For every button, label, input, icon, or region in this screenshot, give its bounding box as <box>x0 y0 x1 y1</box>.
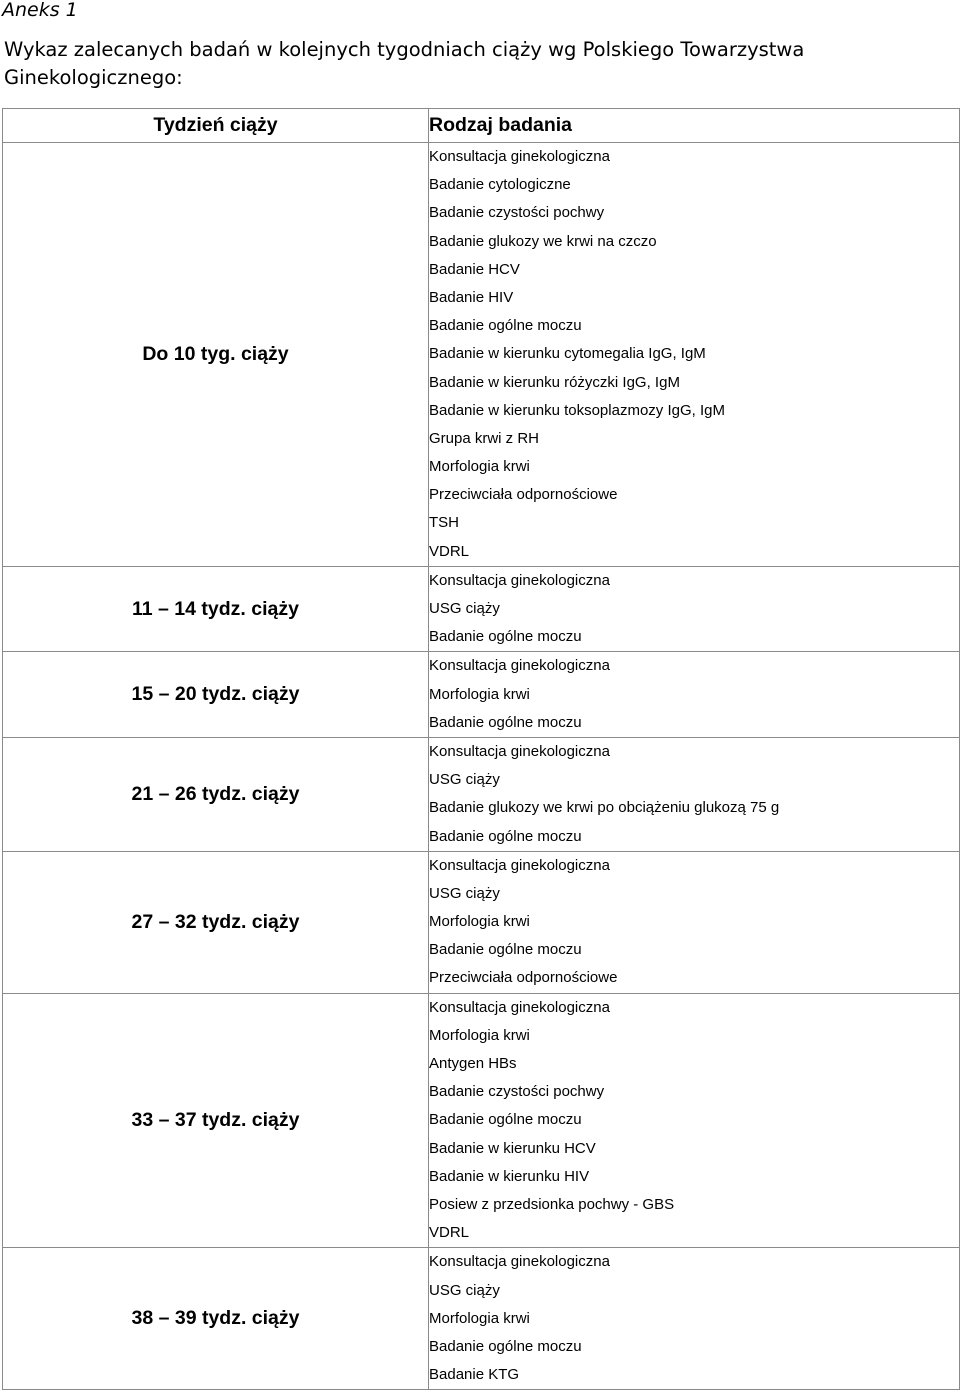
pregnancy-week-cell: 38 – 39 tydz. ciąży <box>3 1248 429 1390</box>
exam-item: Grupa krwi z RH <box>429 429 540 447</box>
exam-item: Konsultacja ginekologiczna <box>429 148 610 165</box>
exam-item: TSH <box>429 514 459 532</box>
exam-list <box>429 994 959 1248</box>
exam-item: USG ciąży <box>429 771 500 789</box>
exam-column-header: Rodzaj badania <box>429 109 960 143</box>
table-row <box>3 566 960 652</box>
exam-item: Morfologia krwi <box>429 458 530 476</box>
exam-item: Konsultacja ginekologiczna <box>429 657 610 675</box>
exam-item: Morfologia krwi <box>429 1026 530 1044</box>
exam-list <box>429 1248 959 1389</box>
exam-item: Badanie glukozy we krwi po obciążeniu glukozą 75 g <box>429 799 780 817</box>
exam-item: Konsultacja ginekologiczna <box>429 856 610 874</box>
pregnancy-week-cell: 15 – 20 tydz. ciąży <box>3 652 429 738</box>
exam-item: USG ciąży <box>429 600 500 617</box>
exam-item: Konsultacja ginekologiczna <box>429 571 610 589</box>
exam-item: Badanie czystości pochwy <box>429 204 605 222</box>
exam-item: Badanie w kierunku HIV <box>429 1167 590 1185</box>
exam-item: Posiew z przedsionka pochwy - GBS <box>429 1195 675 1213</box>
exam-item: Badanie w kierunku cytomegalia IgG, IgM <box>429 345 706 363</box>
exam-item: Badanie glukozy we krwi na czczo <box>429 232 657 250</box>
exam-item: Badanie w kierunku różyczki IgG, IgM <box>429 373 680 391</box>
exam-list-cell <box>429 737 960 851</box>
pregnancy-week-cell: Do 10 tyg. ciąży <box>3 143 429 567</box>
table-header-row <box>3 109 960 143</box>
exam-list-cell <box>429 1248 960 1390</box>
exam-schedule-table <box>2 108 960 1390</box>
pregnancy-week-cell: 27 – 32 tydz. ciąży <box>3 851 429 993</box>
exam-list <box>429 852 959 993</box>
exam-item: VDRL <box>429 1224 470 1242</box>
exam-item: Badanie w kierunku toksoplazmozy IgG, IgM <box>429 401 725 419</box>
exam-item: Badanie HCV <box>429 260 520 278</box>
exam-item: Badanie ogólne moczu <box>429 1111 582 1129</box>
table-row <box>3 737 960 851</box>
document-heading: Wykaz zalecanych badań w kolejnych tygodniach ciąży wg Polskiego Towarzystwa Ginekologicznego: <box>4 38 805 89</box>
table-body <box>3 143 960 1390</box>
exam-list <box>429 652 959 737</box>
exam-list <box>429 567 959 652</box>
exam-item: Badanie ogólne moczu <box>429 827 582 845</box>
table-row <box>3 652 960 738</box>
exam-item: Badanie ogólne moczu <box>429 628 582 646</box>
exam-item: VDRL <box>429 542 470 560</box>
table-row <box>3 851 960 993</box>
exam-list-cell <box>429 566 960 652</box>
table-row <box>3 1248 960 1390</box>
exam-item: Morfologia krwi <box>429 685 530 703</box>
annex-label: Aneks 1 <box>2 0 78 21</box>
exam-item: USG ciąży <box>429 884 500 902</box>
week-column-header: Tydzień ciąży <box>3 109 429 143</box>
exam-item: Przeciwciała odpornościowe <box>429 486 618 504</box>
exam-item: Badanie w kierunku HCV <box>429 1139 596 1157</box>
exam-list <box>429 143 959 566</box>
exam-item: Badanie KTG <box>429 1366 520 1384</box>
exam-item: USG ciąży <box>429 1281 500 1299</box>
pregnancy-week-cell: 11 – 14 tydz. ciąży <box>3 566 429 652</box>
exam-item: Badanie ogólne moczu <box>429 713 582 731</box>
exam-item: Konsultacja ginekologiczna <box>429 998 610 1016</box>
pregnancy-week-cell: 21 – 26 tydz. ciąży <box>3 737 429 851</box>
exam-item: Badanie czystości pochwy <box>429 1083 605 1101</box>
pregnancy-week-cell: 33 – 37 tydz. ciąży <box>3 993 429 1248</box>
exam-item: Konsultacja ginekologiczna <box>429 742 610 760</box>
exam-item: Badanie ogólne moczu <box>429 317 582 335</box>
table-row <box>3 143 960 567</box>
exam-list-cell <box>429 143 960 567</box>
exam-item: Badanie HIV <box>429 288 514 306</box>
exam-item: Morfologia krwi <box>429 913 530 931</box>
table-row <box>3 993 960 1248</box>
exam-list-cell <box>429 993 960 1248</box>
exam-item: Przeciwciała odpornościowe <box>429 969 618 987</box>
exam-item: Badanie cytologiczne <box>429 176 571 194</box>
exam-list-cell <box>429 652 960 738</box>
exam-item: Antygen HBs <box>429 1055 517 1072</box>
exam-list <box>429 738 959 851</box>
exam-item: Badanie ogólne moczu <box>429 941 582 959</box>
exam-list-cell <box>429 851 960 993</box>
exam-item: Badanie ogólne moczu <box>429 1337 582 1355</box>
exam-item: Konsultacja ginekologiczna <box>429 1253 610 1271</box>
exam-item: Morfologia krwi <box>429 1309 530 1327</box>
